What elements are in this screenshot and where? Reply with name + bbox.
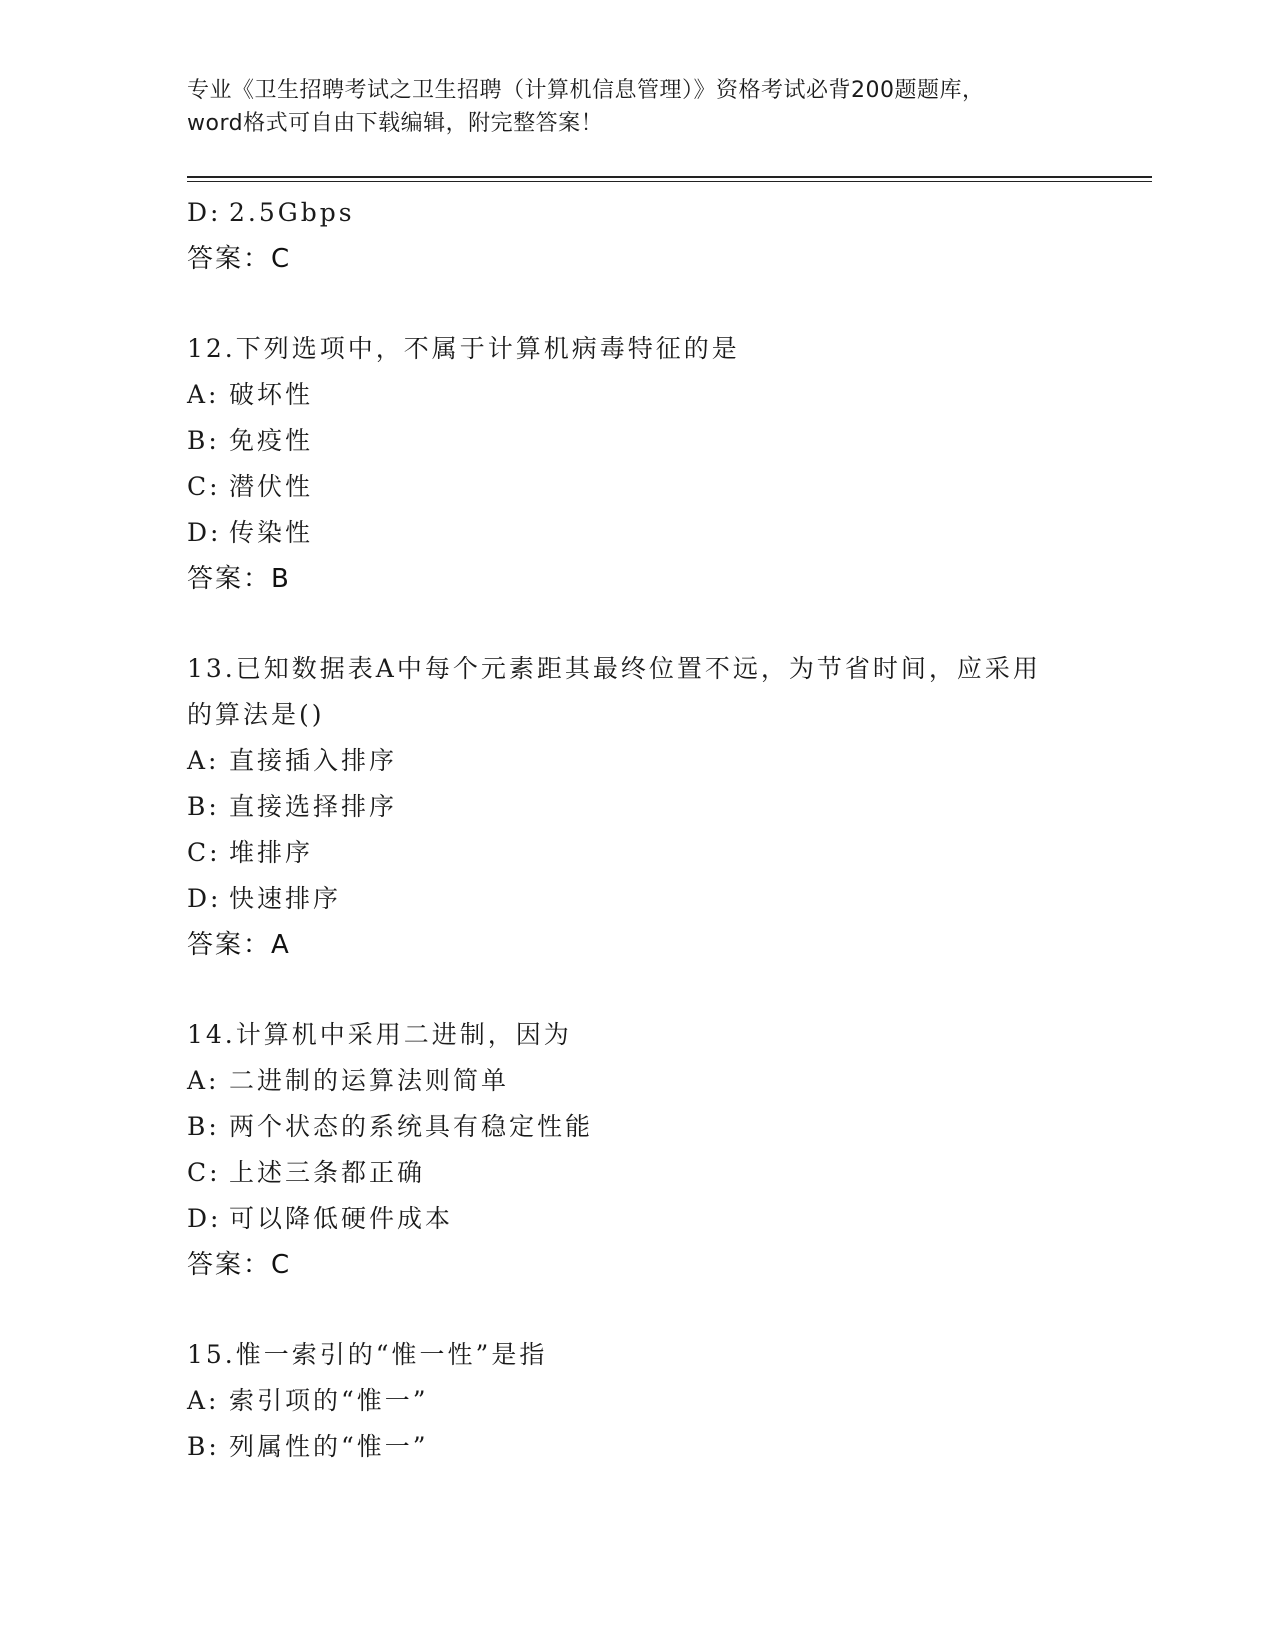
option-line [187, 1378, 1117, 1424]
question-stem-line: 14.计算机中采用二进制，因为 [187, 1020, 572, 1049]
header-title-line-2: word格式可自由下载编辑，附完整答案！ [187, 111, 604, 136]
option-text: 直接插入排序 [229, 746, 398, 775]
option-key: D: [187, 1204, 222, 1233]
question-stem [187, 326, 1117, 372]
option-key: B: [187, 792, 220, 821]
option-text: 堆排序 [229, 838, 314, 867]
option-line [187, 1424, 1117, 1470]
option-text: 传染性 [229, 518, 314, 547]
option-key: C: [187, 1158, 221, 1187]
option-line [187, 418, 1117, 464]
option-text: 潜伏性 [229, 472, 314, 501]
question-block [187, 1012, 1117, 1288]
question-stem-line: 12.下列选项中，不属于计算机病毒特征的是 [187, 334, 740, 363]
question-stem [187, 1332, 1117, 1378]
option-key: D: [187, 518, 222, 547]
question-stem-line: 15.惟一索引的“惟一性”是指 [187, 1340, 548, 1369]
option-line [187, 1150, 1117, 1196]
header-divider-thin [187, 181, 1152, 182]
question-gap [187, 602, 1117, 646]
option-key: B: [187, 1112, 220, 1141]
option-key: C: [187, 838, 221, 867]
answer-line: 答案：C [187, 1250, 292, 1280]
option-text: 二进制的运算法则简单 [229, 1066, 510, 1095]
option-text: 上述三条都正确 [229, 1158, 426, 1187]
document-header [187, 74, 1087, 140]
answer-line: 答案：A [187, 930, 291, 960]
option-key: D: [187, 884, 222, 913]
question-block [187, 1332, 1117, 1470]
option-line [187, 876, 1117, 922]
option-key: A: [187, 1386, 220, 1415]
option-text: 列属性的“惟一” [229, 1432, 429, 1461]
option-key: A: [187, 1066, 220, 1095]
option-key: B: [187, 1432, 220, 1461]
option-text: 2.5Gbps [229, 198, 355, 227]
question-stem-line: 的算法是() [187, 700, 325, 729]
question-gap [187, 282, 1117, 326]
option-line [187, 464, 1117, 510]
question-stem-line: 13.已知数据表A中每个元素距其最终位置不远，为节省时间，应采用 [187, 654, 1041, 683]
option-key: A: [187, 746, 220, 775]
option-text: 破坏性 [229, 380, 314, 409]
question-stem [187, 646, 1117, 738]
option-key: A: [187, 380, 220, 409]
option-key: C: [187, 472, 221, 501]
option-line [187, 1104, 1117, 1150]
answer-line: 答案：B [187, 564, 291, 594]
option-key: B: [187, 426, 220, 455]
question-gap [187, 968, 1117, 1012]
option-line [187, 1058, 1117, 1104]
option-line [187, 372, 1117, 418]
option-text: 索引项的“惟一” [229, 1386, 429, 1415]
header-divider-thick [187, 176, 1152, 178]
question-list [187, 190, 1117, 1470]
answer-line: 答案：C [187, 244, 292, 274]
option-line [187, 784, 1117, 830]
option-line [187, 738, 1117, 784]
question-block [187, 646, 1117, 968]
option-line [187, 190, 1117, 236]
option-line [187, 830, 1117, 876]
header-title-line-1: 专业《卫生招聘考试之卫生招聘（计算机信息管理）》资格考试必背200题题库， [187, 78, 985, 103]
option-key: D: [187, 198, 222, 227]
option-text: 两个状态的系统具有稳定性能 [229, 1112, 594, 1141]
option-text: 直接选择排序 [229, 792, 398, 821]
question-gap [187, 1288, 1117, 1332]
question-block [187, 326, 1117, 602]
option-text: 免疫性 [229, 426, 314, 455]
option-text: 快速排序 [229, 884, 342, 913]
question-stem [187, 1012, 1117, 1058]
option-line [187, 1196, 1117, 1242]
option-text: 可以降低硬件成本 [229, 1204, 454, 1233]
option-line [187, 510, 1117, 556]
